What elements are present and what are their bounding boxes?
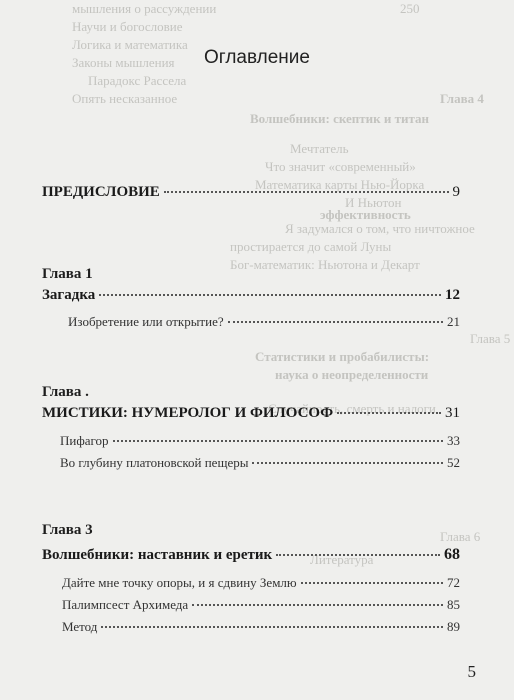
- section-title: Изобретение или открытие?: [68, 314, 224, 329]
- toc-entry-section: [60, 455, 460, 471]
- toc-entry-section: [62, 597, 460, 613]
- toc-entry-section: [62, 619, 460, 635]
- ghost-line: Мечтатель: [290, 141, 349, 156]
- chapter-title: МИСТИКИ: НУМЕРОЛОГ И ФИЛОСОФ: [42, 405, 334, 421]
- dot-leader: [228, 321, 443, 323]
- ghost-line: простирается до самой Луны: [230, 239, 392, 254]
- chapter-label: Глава 3: [42, 522, 93, 538]
- toc-entry-section: [68, 314, 460, 330]
- toc-entry-section: [62, 575, 460, 591]
- ghost-line: Глава 6: [440, 529, 481, 544]
- ghost-line: наука о неопределенности: [275, 367, 429, 382]
- section-title: Пифагор: [60, 433, 109, 448]
- ghost-line: Математика карты Нью-Йорка: [255, 177, 425, 192]
- section-title: Метод: [62, 619, 98, 634]
- dot-leader: [301, 582, 443, 584]
- dot-leader: [113, 440, 443, 442]
- page-ref: 85: [447, 597, 460, 612]
- page-ref: 21: [447, 314, 460, 329]
- ghost-line: эффективность: [320, 207, 411, 222]
- page-ref: 72: [447, 575, 460, 590]
- dot-leader: [101, 626, 443, 628]
- page-ref: 33: [447, 433, 460, 448]
- dot-leader: [276, 554, 440, 556]
- toc-entry-preface: [42, 184, 460, 201]
- toc-entry-chapter: [42, 405, 460, 422]
- ghost-line: Статистики и пробабилисты:: [255, 349, 430, 364]
- page-ref: 12: [445, 287, 460, 303]
- ghost-line: Глава 4: [440, 91, 484, 106]
- section-title: Во глубину платоновской пещеры: [60, 455, 249, 470]
- ghost-line: И Ньютон: [345, 195, 402, 210]
- ghost-line: Парадокс Рассела: [88, 73, 187, 88]
- ghost-line: Логика и математика: [72, 37, 188, 52]
- chapter-label: Глава 1: [42, 266, 93, 282]
- page-ref: 52: [447, 455, 460, 470]
- dot-leader: [252, 462, 443, 464]
- ghost-line: Законы мышления: [72, 55, 175, 70]
- chapter-title: Загадка: [42, 287, 96, 303]
- page-number: 5: [467, 662, 476, 681]
- toc-entry-section: [60, 433, 460, 449]
- chapter-title: Волшебники: наставник и еретик: [42, 547, 273, 563]
- ghost-line: Глава 5: [470, 331, 511, 346]
- ghost-line: 250: [400, 1, 420, 16]
- dot-leader: [164, 191, 449, 193]
- page-title: Оглавление: [204, 47, 310, 68]
- dot-leader: [337, 412, 441, 414]
- ghost-line: мышления о рассуждении: [72, 1, 217, 16]
- page-ref: 68: [444, 546, 460, 563]
- toc-entry-chapter: [42, 287, 460, 304]
- toc-entry-chapter: [42, 546, 460, 567]
- section-title: Дайте мне точку опоры, и я сдвину Землю: [62, 575, 297, 590]
- dot-leader: [99, 294, 441, 296]
- chapter-label: Глава .: [42, 384, 89, 400]
- ghost-line: Случайность, смерть и налоги: [268, 401, 436, 416]
- page-ref: 9: [452, 184, 460, 200]
- ghost-line: Опять несказанное: [72, 91, 178, 106]
- ghost-line: Литература: [310, 552, 374, 567]
- ghost-line: Я задумался о том, что ничтожное: [285, 221, 475, 236]
- section-title: Палимпсест Архимеда: [62, 597, 189, 612]
- ghost-line: Волшебники: скептик и титан: [250, 111, 430, 126]
- ghost-line: Что значит «современный»: [265, 159, 416, 174]
- ghost-line: Научи и богословие: [72, 19, 183, 34]
- page-ref: 31: [445, 405, 460, 421]
- page-ref: 89: [447, 619, 460, 634]
- ghost-line: Бог-математик: Ньютона и Декарт: [230, 257, 420, 272]
- dot-leader: [192, 604, 443, 606]
- preface-label: ПРЕДИСЛОВИЕ: [42, 184, 160, 200]
